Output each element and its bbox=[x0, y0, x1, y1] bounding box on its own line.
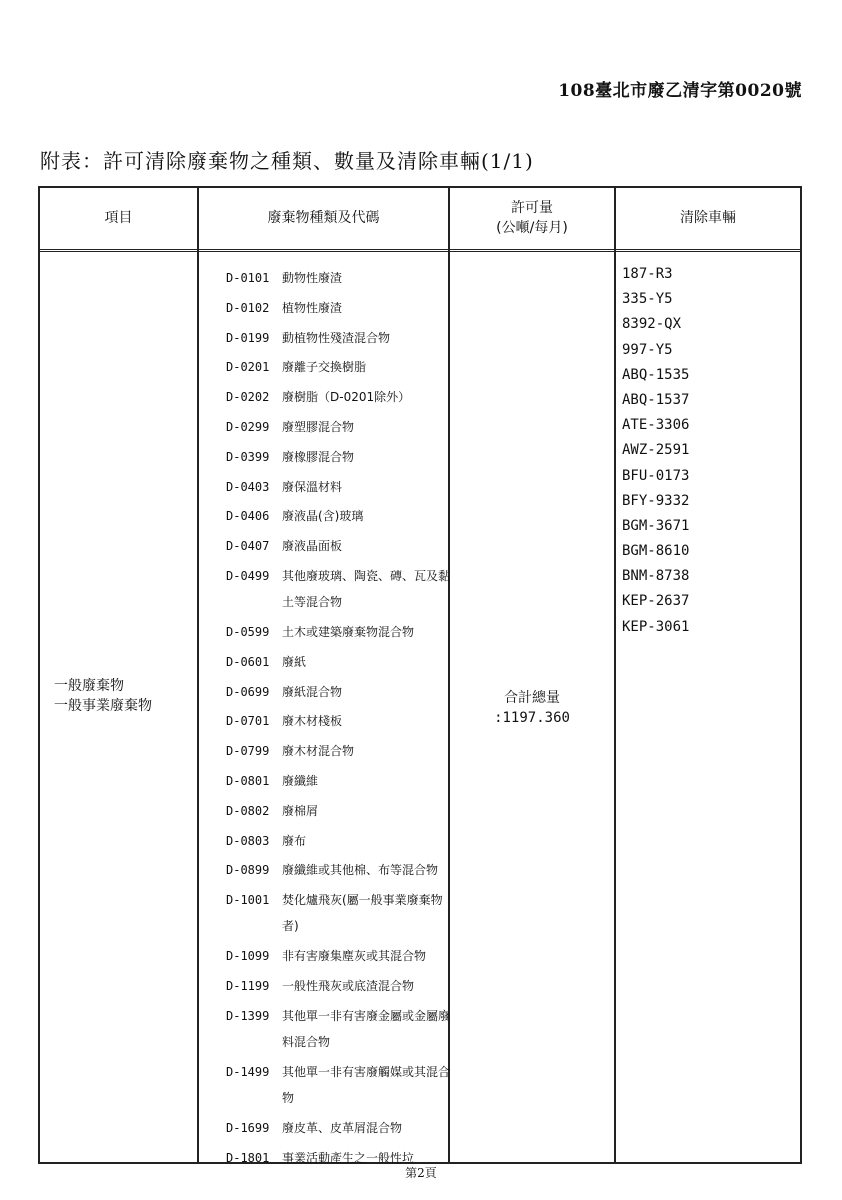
waste-code: D-0803 bbox=[226, 833, 270, 848]
vehicle-plate: ABQ-1537 bbox=[622, 391, 690, 408]
waste-code: D-0102 bbox=[226, 300, 270, 315]
vehicle-plate: KEP-2637 bbox=[622, 593, 690, 610]
page-number: 第2頁 bbox=[405, 1166, 437, 1180]
waste-item bbox=[226, 831, 450, 854]
vehicle-plate: AWZ-2591 bbox=[622, 442, 690, 459]
waste-name: 焚化爐飛灰(屬一般事業廢棄物者) bbox=[282, 893, 443, 934]
waste-code: D-0599 bbox=[226, 624, 270, 639]
waste-code: D-0199 bbox=[226, 330, 270, 345]
waste-name: 廢木材棧板 bbox=[282, 714, 343, 729]
vehicle-plate: BFY-9332 bbox=[622, 492, 690, 509]
waste-item bbox=[226, 1062, 450, 1111]
waste-name: 廢保溫材料 bbox=[282, 479, 343, 494]
permit-table bbox=[38, 186, 802, 1164]
waste-item bbox=[226, 447, 450, 470]
vehicle-plate: ABQ-1535 bbox=[622, 366, 690, 383]
waste-item bbox=[226, 652, 450, 675]
document-number: 108臺北市廢乙清字第0020號 bbox=[558, 81, 802, 101]
category-cell bbox=[54, 676, 152, 716]
waste-item bbox=[226, 622, 450, 645]
waste-type-list bbox=[226, 268, 450, 1177]
waste-name: 非有害廢集塵灰或其混合物 bbox=[282, 949, 427, 964]
waste-name: 廢木材混合物 bbox=[282, 744, 355, 759]
waste-code: D-0799 bbox=[226, 744, 270, 759]
vehicle-plate: KEP-3061 bbox=[622, 618, 690, 635]
waste-item bbox=[226, 566, 450, 615]
vehicle-plate: BFU-0173 bbox=[622, 467, 690, 484]
category-industrial-waste: 一般事業廢棄物 bbox=[54, 698, 152, 714]
vehicle-plate: 997-Y5 bbox=[622, 341, 673, 358]
waste-item bbox=[226, 860, 450, 883]
waste-code: D-1699 bbox=[226, 1120, 270, 1135]
waste-name: 事業活動產生之一般性垃 bbox=[282, 1150, 415, 1165]
waste-name: 廢液晶(含)玻璃 bbox=[282, 509, 364, 524]
page-title: 附表：許可清除廢棄物之種類、數量及清除車輛(1/1) bbox=[40, 149, 534, 173]
waste-name: 廢橡膠混合物 bbox=[282, 449, 355, 464]
waste-code: D-0701 bbox=[226, 714, 270, 729]
waste-code: D-1199 bbox=[226, 978, 270, 993]
waste-item bbox=[226, 976, 450, 999]
total-value: :1197.360 bbox=[494, 710, 570, 726]
column-divider bbox=[614, 188, 616, 1162]
waste-item bbox=[226, 1006, 450, 1055]
waste-code: D-0406 bbox=[226, 509, 270, 524]
waste-name: 動植物性殘渣混合物 bbox=[282, 330, 391, 345]
waste-name: 其他廢玻璃、陶瓷、磚、瓦及黏土等混合物 bbox=[282, 568, 451, 610]
waste-item bbox=[226, 387, 450, 410]
waste-name: 其他單一非有害廢金屬或金屬廢料混合物 bbox=[282, 1008, 451, 1049]
waste-item bbox=[226, 741, 450, 764]
waste-code: D-0407 bbox=[226, 539, 270, 554]
waste-item bbox=[226, 536, 450, 559]
waste-name: 土木或建築廢棄物混合物 bbox=[282, 624, 415, 639]
waste-code: D-0802 bbox=[226, 803, 270, 818]
waste-name: 廢樹脂（D-0201除外） bbox=[282, 390, 411, 405]
waste-code: D-0499 bbox=[226, 568, 270, 583]
waste-code: D-0101 bbox=[226, 271, 270, 285]
header-permit-amount-unit: (公噸/每月) bbox=[496, 220, 568, 236]
vehicle-list bbox=[622, 262, 689, 640]
vehicle-plate: ATE-3306 bbox=[622, 417, 690, 434]
waste-code: D-0801 bbox=[226, 773, 270, 788]
vehicle-plate: 187-R3 bbox=[622, 266, 673, 282]
header-permit-amount-label: 許可量 bbox=[510, 200, 553, 216]
waste-code: D-1399 bbox=[226, 1008, 270, 1023]
waste-code: D-1499 bbox=[226, 1064, 270, 1079]
waste-item bbox=[226, 298, 450, 321]
waste-code: D-0202 bbox=[226, 390, 270, 405]
waste-name: 其他單一非有害廢觸媒或其混合物 bbox=[282, 1064, 451, 1105]
waste-item bbox=[226, 771, 450, 794]
waste-code: D-0699 bbox=[226, 684, 270, 699]
waste-name: 廢離子交換樹脂 bbox=[282, 360, 367, 375]
header-waste-type: 廢棄物種類及代碼 bbox=[267, 210, 380, 226]
waste-code: D-1001 bbox=[226, 893, 270, 908]
permit-total bbox=[450, 688, 614, 728]
vehicle-plate: 335-Y5 bbox=[622, 291, 673, 308]
waste-name: 廢紙混合物 bbox=[282, 684, 343, 699]
category-general-waste: 一般廢棄物 bbox=[54, 678, 124, 694]
waste-name: 一般性飛灰或底渣混合物 bbox=[282, 978, 415, 993]
waste-code: D-0899 bbox=[226, 863, 270, 878]
waste-name: 廢塑膠混合物 bbox=[282, 419, 355, 434]
waste-code: D-1801 bbox=[226, 1150, 270, 1165]
vehicle-plate: BNM-8738 bbox=[622, 568, 690, 585]
waste-item bbox=[226, 506, 450, 529]
waste-name: 植物性廢渣 bbox=[282, 300, 343, 315]
vehicle-plate: BGM-3671 bbox=[622, 517, 690, 534]
waste-name: 廢纖維 bbox=[282, 773, 319, 788]
waste-name: 廢布 bbox=[282, 833, 307, 848]
waste-item bbox=[226, 890, 450, 939]
waste-item bbox=[226, 946, 450, 969]
waste-code: D-0299 bbox=[226, 419, 270, 434]
waste-item bbox=[226, 801, 450, 824]
waste-item bbox=[226, 711, 450, 734]
total-label: 合計總量 bbox=[504, 690, 560, 706]
waste-item bbox=[226, 328, 450, 351]
waste-code: D-0601 bbox=[226, 654, 270, 669]
waste-item bbox=[226, 357, 450, 380]
table-header-row bbox=[40, 188, 800, 252]
waste-name: 廢皮革、皮革屑混合物 bbox=[282, 1120, 403, 1135]
waste-item bbox=[226, 417, 450, 440]
waste-item bbox=[226, 477, 450, 500]
header-item: 項目 bbox=[104, 210, 133, 226]
waste-item bbox=[226, 268, 450, 291]
header-vehicles: 清除車輛 bbox=[680, 210, 736, 226]
waste-name: 廢棉屑 bbox=[282, 803, 319, 818]
waste-item bbox=[226, 682, 450, 705]
waste-code: D-1099 bbox=[226, 949, 270, 964]
waste-code: D-0399 bbox=[226, 449, 270, 464]
waste-name: 動物性廢渣 bbox=[282, 271, 343, 285]
waste-name: 廢液晶面板 bbox=[282, 539, 343, 554]
waste-name: 廢纖維或其他棉、布等混合物 bbox=[282, 863, 439, 878]
waste-code: D-0403 bbox=[226, 479, 270, 494]
header-permit-amount bbox=[450, 188, 614, 248]
waste-item bbox=[226, 1118, 450, 1141]
waste-code: D-0201 bbox=[226, 360, 270, 375]
vehicle-plate: 8392-QX bbox=[622, 316, 682, 333]
waste-name: 廢紙 bbox=[282, 654, 307, 669]
vehicle-plate: BGM-8610 bbox=[622, 543, 690, 560]
column-divider bbox=[197, 188, 199, 1162]
